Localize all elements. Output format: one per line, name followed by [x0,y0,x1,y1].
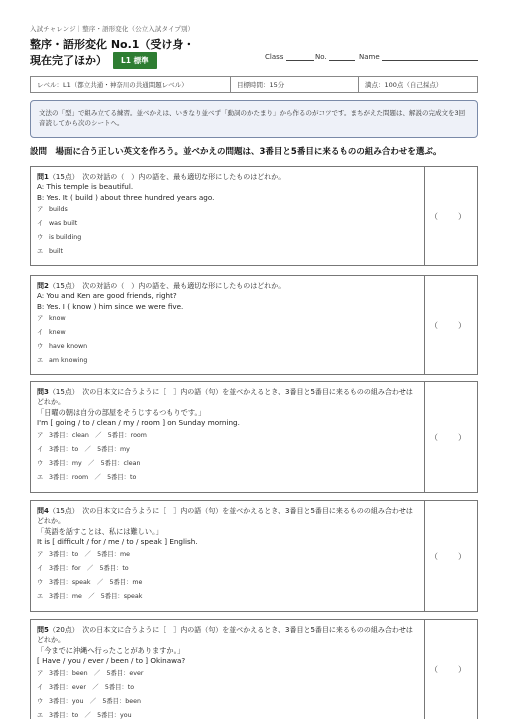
english-sentence: [ Have / you / ever / been / to ] Okinawa? [37,656,186,666]
question-3 [30,381,478,493]
question-5 [30,619,478,719]
question-2 [30,275,478,375]
option-c: ウ have known [37,343,88,351]
answer-box[interactable]: （ ） [430,320,472,330]
level-badge: L1 標準 [113,52,157,69]
option-c: ウ is building [37,234,82,242]
answer-box[interactable]: （ ） [430,211,472,221]
option-d: エ built [37,248,63,256]
option-b: イ 3番目：ever ／ 5番目：to [37,683,135,691]
option-d: エ am knowing [37,357,88,365]
dialogue-line: B: Yes. It ( build ) about three hundred years ago. [37,192,215,202]
japanese-sentence: 「今までに沖縄へ行ったことがありますか。」 [37,645,185,655]
name-label: Name [359,53,380,61]
question-4 [30,500,478,612]
option-c: ウ 3番目：you ／ 5番目：been [37,697,141,705]
option-b: イ 3番目：for ／ 5番目：to [37,564,129,572]
option-b: イ 3番目：to ／ 5番目：my [37,445,130,453]
meta-time: 目標時間：15分 [231,77,359,92]
option-b: イ was built [37,220,78,228]
section-heading: 設問 場面に合う正しい英文を作ろう。並べかえの問題は、3番目と5番目に来るものの組み合わせを選ぶ。 [30,147,442,157]
class-field[interactable] [265,53,314,61]
meta-table [30,76,478,93]
question-1 [30,166,478,266]
english-sentence: I'm [ going / to / clean / my / room ] on Sunday morning. [37,418,240,428]
class-label: Class [265,53,284,61]
title-line-2: 現在完了ほか） [30,54,107,67]
option-a: ア 3番目：been ／ 5番目：ever [37,669,144,677]
question-instruction: （20点） 次の日本文に合うように［ ］内の語（句）を並べかえるとき、3番目と5番目に来るものの組み合わせはどれか。 [37,626,413,645]
worksheet-title [30,37,270,69]
question-body [31,501,425,611]
number-label: No. [315,53,327,61]
question-instruction: （15点） 次の対話の（ ）内の語を、最も適切な形にしたものはどれか。 [48,173,286,181]
dialogue-line: A: This temple is beautiful. [37,182,134,192]
question-body [31,167,425,265]
option-a: ア 3番目：to ／ 5番目：me [37,550,131,558]
question-number: 問5 [37,626,49,634]
english-sentence: It is [ difficult / for / me / to / speak ] English. [37,537,198,547]
question-number: 問4 [37,507,49,515]
meta-level: レベル：L1（都立共通・神奈川の共通問題レベル） [31,77,231,92]
option-d: エ 3番目：room ／ 5番目：to [37,473,137,481]
question-instruction: （15点） 次の対話の（ ）内の語を、最も適切な形にしたものはどれか。 [48,282,286,290]
name-field[interactable] [359,53,478,61]
option-c: ウ 3番目：speak ／ 5番目：me [37,578,143,586]
title-line-1: 整序・語形変化 No.1（受け身・ [30,38,195,51]
option-d: エ 3番目：to ／ 5番目：you [37,711,132,719]
dialogue-line: B: Yes. I ( know ) him since we were five. [37,301,184,311]
series-label: 入試チャレンジ｜整序・語形変化（公立入試タイプ別） [30,25,195,33]
question-number: 問3 [37,388,49,396]
number-field[interactable] [315,53,355,61]
question-instruction: （15点） 次の日本文に合うように［ ］内の語（句）を並べかえるとき、3番目と5番目に来るものの組み合わせはどれか。 [37,507,413,526]
option-b: イ knew [37,329,66,337]
japanese-sentence: 「日曜の朝は自分の部屋をそうじするつもりです。」 [37,407,206,417]
question-number: 問2 [37,282,49,290]
question-instruction: （15点） 次の日本文に合うように［ ］内の語（句）を並べかえるとき、3番目と5番目に来るものの組み合わせはどれか。 [37,388,413,407]
dialogue-line: A: You and Ken are good friends, right? [37,291,177,301]
answer-box[interactable]: （ ） [430,432,472,442]
option-a: ア 3番目：clean ／ 5番目：room [37,431,147,439]
question-body [31,276,425,374]
question-number: 問1 [37,173,49,181]
option-d: エ 3番目：me ／ 5番目：speak [37,592,143,600]
question-body [31,620,425,719]
answer-box[interactable]: （ ） [430,551,472,561]
option-c: ウ 3番目：my ／ 5番目：clean [37,459,141,467]
japanese-sentence: 「英語を話すことは、私には難しい。」 [37,526,163,536]
option-a: ア builds [37,206,68,214]
answer-box[interactable]: （ ） [430,665,472,674]
meta-score: 満点：100点（自己採点） [365,81,443,89]
instruction-note: 文法の「型」で組み立てる練習。並べかえは、いきなり並べず「動詞のかたまり」から作るのがコツです。まちがえた問題は、解説の完成文を3回音読してから次のシートへ。 [30,100,478,138]
question-body [31,382,425,492]
option-a: ア know [37,315,66,323]
